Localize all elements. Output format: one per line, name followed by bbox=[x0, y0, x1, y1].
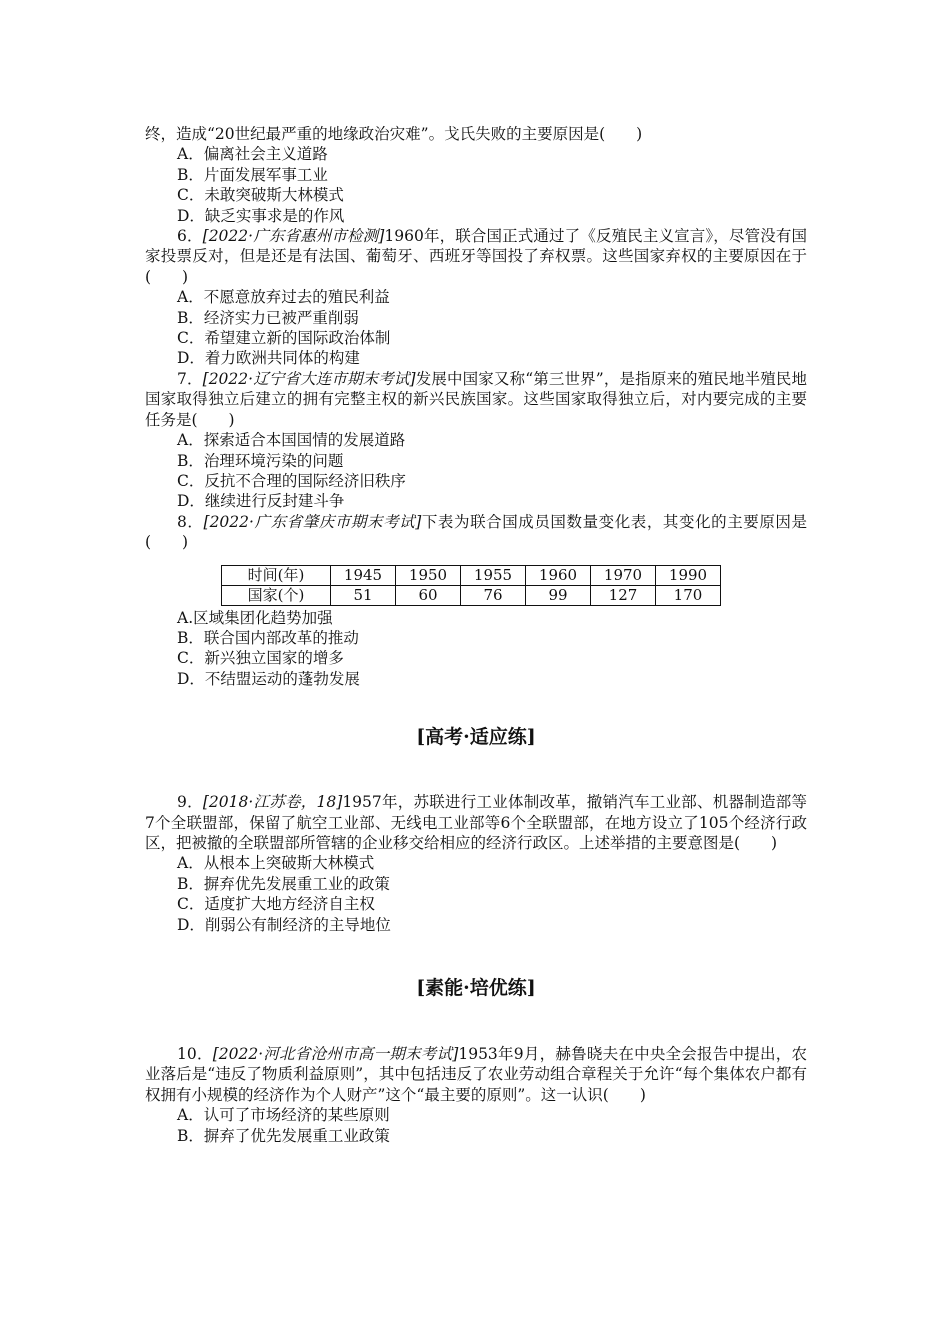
q5-option-d: D．缺乏实事求是的作风 bbox=[177, 206, 345, 225]
q9-text: 1957年，苏联进行工业体制改革，撤销汽车工业部、机器制造部等7个全联盟部，保留了航空工业部、无线电工业部等6个全联盟部，在地方设立了105个经济行政区，把被撤的全联盟部所管辖的企业移交给相应的经济行政区。上述举措的主要意图是( ) bbox=[145, 793, 807, 852]
q10-text: 1953年9月，赫鲁晓夫在中央全会报告中提出，农业落后是“违反了物质利益原则”，其中包括违反了农业劳动组合章程关于允许“每个集体农户都有权拥有小规模的经济作为个人财产”这个“最主要的原则”。这一认识( ) bbox=[145, 1045, 808, 1104]
q6-option-b: B．经济实力已被严重削弱 bbox=[177, 308, 359, 327]
section-heading-suneng: [素能·培优练] bbox=[416, 977, 536, 999]
document-page bbox=[145, 124, 807, 1146]
q7-text: 发展中国家又称“第三世界”，是指原来的殖民地半殖民地国家取得独立后建立的拥有完整主权的新兴民族国家。这些国家取得独立后，对内要完成的主要任务是( ) bbox=[145, 369, 807, 429]
table-cell: 1960 bbox=[526, 565, 591, 585]
table-cell: 76 bbox=[461, 585, 526, 605]
q9-stem bbox=[145, 792, 807, 853]
table-cell: 99 bbox=[526, 585, 591, 605]
table-cell: 170 bbox=[656, 585, 721, 605]
q6-option-c: C．希望建立新的国际政治体制 bbox=[177, 329, 391, 348]
table-cell: 1945 bbox=[331, 565, 396, 585]
q5-stem: 终，造成“20世纪最严重的地缘政治灾难”。戈氏失败的主要原因是( ) bbox=[145, 125, 643, 143]
table-header-count: 国家(个) bbox=[222, 585, 331, 605]
table-cell: 1970 bbox=[591, 565, 656, 585]
q7-source: [2022·辽宁省大连市期末考试] bbox=[202, 369, 416, 388]
q6-option-d: D．着力欧洲共同体的构建 bbox=[177, 349, 360, 368]
q8-text: 下表为联合国成员国数量变化表，其变化的主要原因是( ) bbox=[145, 512, 807, 552]
q7-number: 7． bbox=[177, 369, 203, 388]
q9-option-a: A．从根本上突破斯大林模式 bbox=[177, 854, 375, 873]
q7-stem bbox=[145, 369, 807, 430]
q6-stem bbox=[145, 226, 807, 287]
q7-option-b: B．治理环境污染的问题 bbox=[177, 451, 344, 470]
q10-option-a: A．认可了市场经济的某些原则 bbox=[177, 1106, 390, 1125]
q8-source: [2022·广东省肇庆市期末考试] bbox=[203, 512, 422, 531]
q9-option-b: B．摒弃优先发展重工业的政策 bbox=[177, 874, 390, 893]
q6-text: 1960年，联合国正式通过了《反殖民主义宣言》，尽管没有国家投票反对，但是还是有法国、葡萄牙、西班牙等国投了弃权票。这些国家弃权的主要原因在于( ) bbox=[145, 227, 807, 286]
table-row-counts bbox=[222, 585, 721, 605]
q8-option-d: D．不结盟运动的蓬勃发展 bbox=[177, 669, 360, 688]
table-cell: 127 bbox=[591, 585, 656, 605]
q10-stem bbox=[145, 1044, 807, 1105]
q7-option-a: A．探索适合本国国情的发展道路 bbox=[177, 431, 406, 450]
q10-number: 10． bbox=[177, 1045, 213, 1063]
q8-stem bbox=[145, 512, 807, 553]
q5-option-a: A．偏离社会主义道路 bbox=[177, 145, 328, 164]
table-cell: 1955 bbox=[461, 565, 526, 585]
q8-number: 8． bbox=[177, 512, 204, 531]
table-cell: 51 bbox=[331, 585, 396, 605]
q5-option-c: C．未敢突破斯大林模式 bbox=[177, 186, 344, 205]
un-membership-table bbox=[221, 565, 721, 606]
q8-option-c: C．新兴独立国家的增多 bbox=[177, 649, 344, 668]
q9-option-d: D．削弱公有制经济的主导地位 bbox=[177, 915, 391, 934]
q7-option-c: C．反抗不合理的国际经济旧秩序 bbox=[177, 471, 406, 490]
q10-source: [2022·河北省沧州市高一期末考试] bbox=[212, 1045, 459, 1063]
q9-source: [2018·江苏卷，18] bbox=[202, 793, 343, 812]
section-heading-gaokao: [高考·适应练] bbox=[416, 726, 536, 749]
q6-option-a: A．不愿意放弃过去的殖民利益 bbox=[177, 288, 390, 307]
table-header-year: 时间(年) bbox=[222, 565, 331, 585]
q8-option-a: A.区域集团化趋势加强 bbox=[177, 608, 333, 627]
table-row-years bbox=[222, 565, 721, 585]
q5-option-b: B．片面发展军事工业 bbox=[177, 165, 328, 184]
table-cell: 60 bbox=[396, 585, 461, 605]
q8-option-b: B．联合国内部改革的推动 bbox=[177, 628, 359, 647]
q10-option-b: B．摒弃了优先发展重工业政策 bbox=[177, 1126, 390, 1145]
q6-number: 6． bbox=[177, 227, 203, 246]
table-cell: 1950 bbox=[396, 565, 461, 585]
q9-number: 9． bbox=[177, 793, 203, 812]
q6-source: [2022·广东省惠州市检测] bbox=[202, 227, 385, 246]
q7-option-d: D．继续进行反封建斗争 bbox=[177, 492, 345, 511]
q9-option-c: C．适度扩大地方经济自主权 bbox=[177, 895, 375, 914]
table-cell: 1990 bbox=[656, 565, 721, 585]
